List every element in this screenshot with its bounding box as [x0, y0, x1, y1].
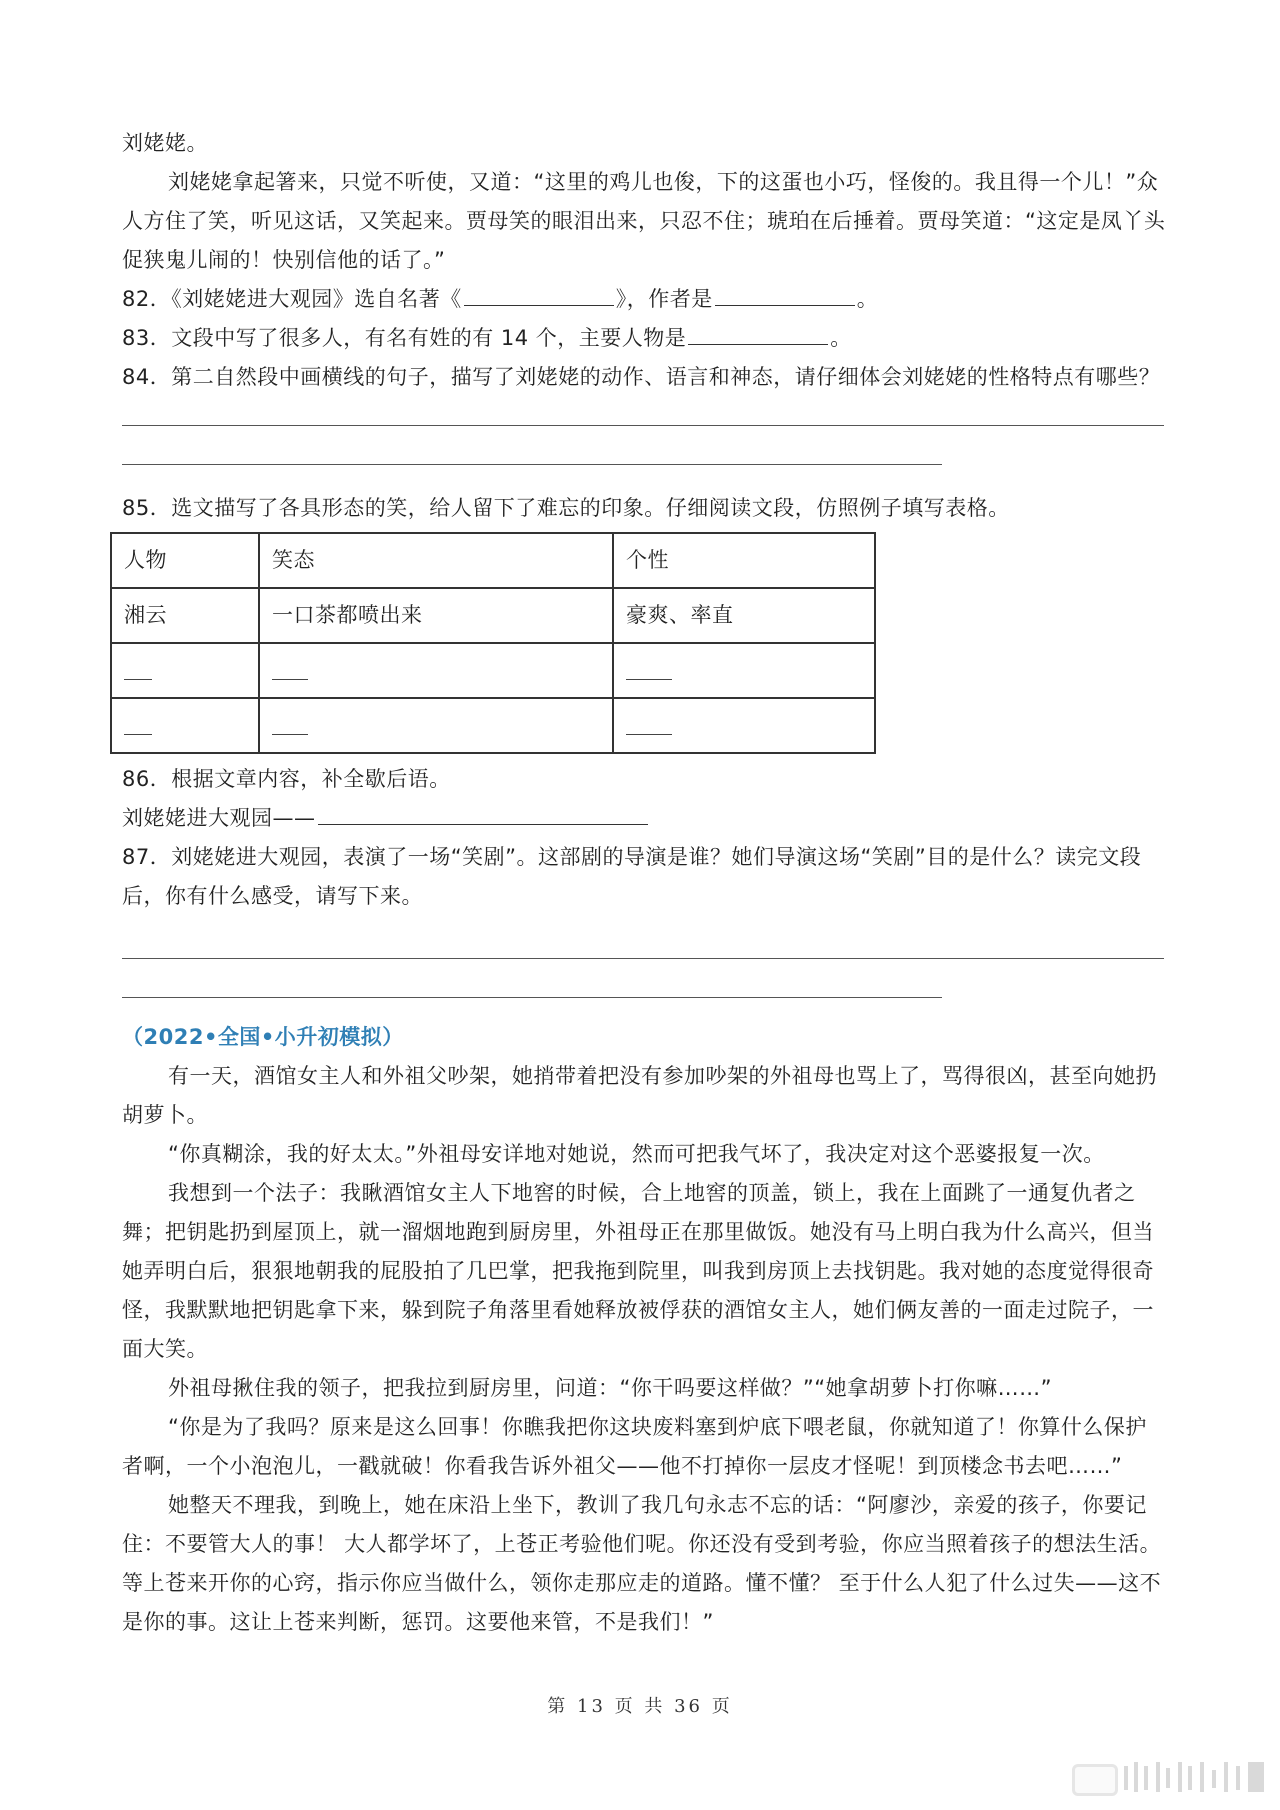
watermark-shape [1188, 1766, 1192, 1790]
watermark-shape [1178, 1762, 1182, 1792]
watermark-shape [1166, 1768, 1170, 1788]
q82-text-1: 82．《刘姥姥进大观园》选自名著《 [122, 287, 462, 311]
table-header-cell: 笑态 [259, 533, 613, 588]
blank-line [124, 716, 152, 735]
q86-blank[interactable] [318, 800, 648, 825]
question-83 [122, 319, 1167, 358]
q83-text: 83．文段中写了很多人，有名有姓的有 14 个，主要人物是 [122, 326, 687, 350]
watermark-shape [1212, 1770, 1216, 1788]
passage-paragraph: “你是为了我吗？原来是这么回事！你瞧我把你这块废料塞到炉底下喂老鼠，你就知道了！你算什么保护者啊，一个小泡泡儿，一戳就破！你看我告诉外祖父——他不打掉你一层皮才怪呢！到顶楼念书去吧……” [122, 1415, 1147, 1478]
watermark-shape [1200, 1762, 1204, 1792]
passage-paragraph: 我想到一个法子：我瞅酒馆女主人下地窖的时候，合上地窖的顶盖，锁上，我在上面跳了一通复仇者之舞；把钥匙扔到屋顶上，就一溜烟地跑到厨房里，外祖母正在那里做饭。她没有马上明白我为什么高兴，但当她弄明白后，狠狠地朝我的屁股拍了几巴掌，把我拖到院里，叫我到房顶上去找钥匙。我对她的态度觉得很奇怪，我默默地把钥匙拿下来，躲到院子角落里看她释放被俘获的酒馆女主人，她们俩友善的一面走过院子，一面大笑。 [122, 1181, 1154, 1361]
table-row [111, 643, 875, 698]
table-cell-blank[interactable] [259, 643, 613, 698]
table-header-row [111, 533, 875, 588]
answer-table [110, 532, 876, 754]
q82-blank-author[interactable] [715, 281, 855, 306]
question-86: 86．根据文章内容，补全歇后语。 [122, 767, 451, 791]
watermark-shape [1248, 1762, 1264, 1792]
q82-text-2: 》，作者是 [615, 287, 713, 311]
question-84: 84．第二自然段中画横线的句子，描写了刘姥姥的动作、语言和神态，请仔细体会刘姥姥的性格特点有哪些？ [122, 365, 1161, 389]
answer-line[interactable] [122, 397, 1167, 436]
question-85: 85．选文描写了各具形态的笑，给人留下了难忘的印象。仔细阅读文段，仿照例子填写表格。 [122, 496, 1010, 520]
source-heading: （2022•全国•小升初模拟） [122, 1025, 404, 1049]
q82-text-3: 。 [856, 287, 879, 311]
watermark-shape [1124, 1766, 1128, 1790]
table-header-cell: 人物 [111, 533, 259, 588]
passage-line: 刘姥姥。 [122, 131, 208, 155]
table-cell: 豪爽、率直 [613, 588, 875, 643]
table-cell: 一口茶都喷出来 [259, 588, 613, 643]
passage-paragraph: 她整天不理我，到晚上，她在床沿上坐下，教训了我几句永志不忘的话：“阿廖沙，亲爱的孩子，你要记住：不要管大人的事！ 大人都学坏了，上苍正考验他们呢。你还没有受到考验，你应当照着孩子的想法生活。等上苍来开你的心窍，指示你应当做什么，领你走那应走的道路。懂不懂？ 至于什么人犯了什么过失——这不是你的事。这让上苍来判断，惩罚。这要他来管，不是我们！” [122, 1493, 1162, 1634]
table-cell: 湘云 [111, 588, 259, 643]
document-page [122, 124, 1167, 1642]
watermark-shape [1144, 1766, 1148, 1790]
blank-line [124, 661, 152, 680]
table-row [111, 588, 875, 643]
passage-paragraph: 有一天，酒馆女主人和外祖父吵架，她捎带着把没有参加吵架的外祖母也骂上了，骂得很凶，甚至向她扔胡萝卜。 [122, 1064, 1157, 1127]
table-cell-blank[interactable] [111, 698, 259, 753]
watermark-shape [1072, 1764, 1118, 1796]
q83-suffix: 。 [830, 326, 852, 350]
passage-paragraph: “你真糊涂，我的好太太。”外祖母安详地对她说，然而可把我气坏了，我决定对这个恶婆报复一次。 [168, 1142, 1105, 1166]
watermark-shape [1236, 1766, 1240, 1790]
answer-line[interactable] [122, 930, 1167, 969]
table-header-cell: 个性 [613, 533, 875, 588]
spacer [122, 916, 1167, 930]
page-number: 第 13 页 共 36 页 [547, 1696, 733, 1717]
answer-line[interactable] [122, 969, 1167, 1008]
table-row [111, 698, 875, 753]
q86-xiehouyu [122, 799, 1167, 838]
question-82 [122, 280, 1167, 319]
table-cell-blank[interactable] [613, 643, 875, 698]
question-87: 87．刘姥姥进大观园，表演了一场“笑剧”。这部剧的导演是谁？她们导演这场“笑剧”目的是什么？读完文段后，你有什么感受，请写下来。 [122, 845, 1142, 908]
passage-paragraph: 外祖母揪住我的领子，把我拉到厨房里，问道：“你干吗要这样做？”“她拿胡萝卜打你嘛……” [168, 1376, 1053, 1400]
q82-blank-book[interactable] [464, 281, 614, 306]
q83-blank[interactable] [688, 320, 828, 345]
blank-line [626, 716, 672, 735]
passage-paragraph: 刘姥姥拿起箸来，只觉不听使，又道：“这里的鸡儿也俊，下的这蛋也小巧，怪俊的。我且得一个儿！”众人方住了笑，听见这话，又笑起来。贾母笑的眼泪出来，只忍不住；琥珀在后捶着。贾母笑道：“这定是凤丫头促狭鬼儿闹的！快别信他的话了。” [122, 170, 1166, 272]
table-cell-blank[interactable] [111, 643, 259, 698]
answer-line[interactable] [122, 436, 1167, 475]
watermark-shape [1224, 1762, 1228, 1792]
blank-line [272, 716, 308, 735]
watermark-shape [1134, 1762, 1138, 1792]
watermark-logo [1072, 1762, 1270, 1796]
q86-line-text: 刘姥姥进大观园—— [122, 806, 316, 830]
blank-line [626, 661, 672, 680]
watermark-shape [1156, 1762, 1160, 1792]
blank-line [272, 661, 308, 680]
table-cell-blank[interactable] [613, 698, 875, 753]
table-cell-blank[interactable] [259, 698, 613, 753]
spacer [122, 475, 1167, 489]
